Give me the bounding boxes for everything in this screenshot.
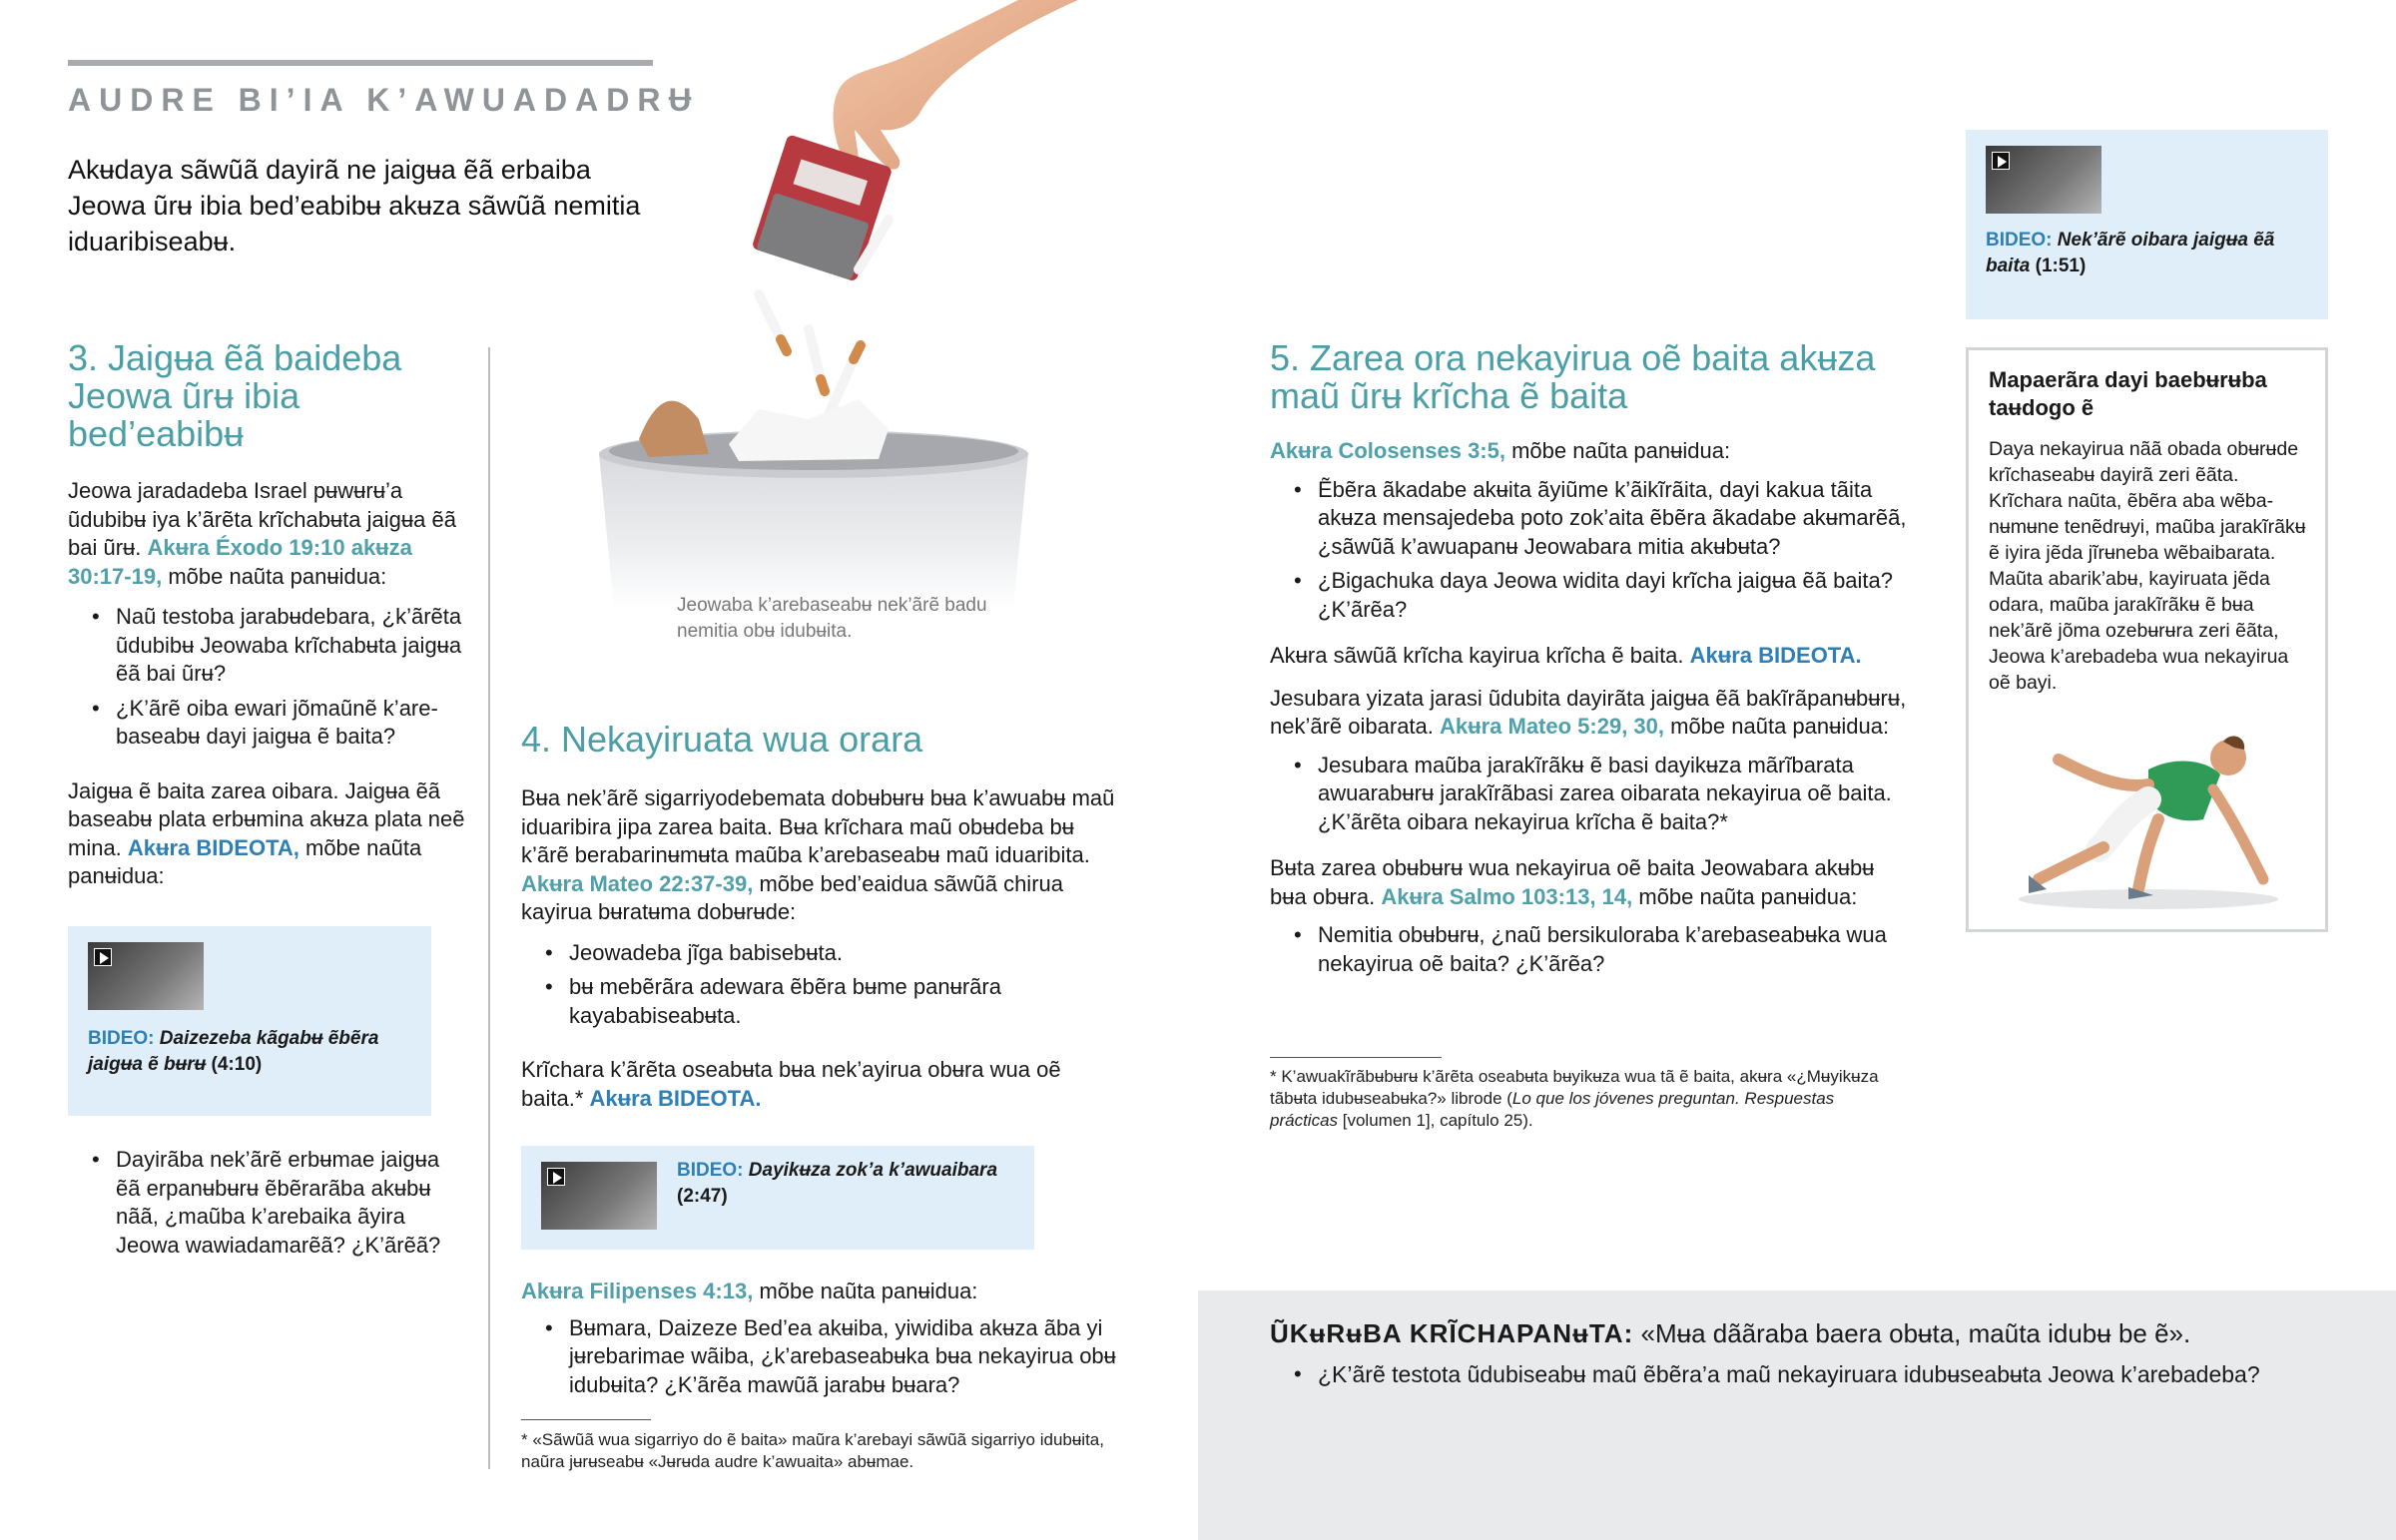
- play-icon: [1992, 152, 2010, 170]
- section-3-title: 3. Jaigʉa ẽã baideba Jeowa ũrʉ ibia bed’eabibʉ: [68, 337, 402, 454]
- section-4: [521, 721, 1122, 1113]
- scripture-link[interactable]: Akʉra Salmo 103:13, 14,: [1381, 883, 1633, 909]
- column-divider: [488, 347, 490, 1469]
- section-4-questions: [521, 939, 1122, 1031]
- section-5-questions-3: [1270, 921, 1909, 978]
- list-item: • ¿Bigachuka daya Jeowa widita dayi krĩcha jaigʉa ẽã baita? ¿K’ãrẽa?: [1270, 567, 1909, 624]
- list-item: • ¿K’ãrẽ oiba ewari jõmaũnẽ k’arebaseabʉ dayi jaigʉa ẽ baita?: [68, 695, 467, 752]
- section-4-part-2: [521, 1278, 1122, 1405]
- section-3: [68, 339, 467, 891]
- list-item: • Bʉmara, Daizeze Bed’ea akʉiba, yiwidiba akʉza ãba yi jʉrebarimae wãiba, ¿k’arebaseabʉka bʉa nekayirua obʉ idubʉita? ¿K’ãrẽa mawũã jarabʉ bʉara?: [521, 1314, 1122, 1400]
- scripture-link[interactable]: Akʉra Colosenses 3:5,: [1270, 438, 1505, 463]
- list-item: • bʉ mebẽrãra adewara ẽbẽra bʉme panʉrãra kayababiseabʉta.: [521, 973, 1122, 1030]
- scripture-link[interactable]: Akʉra Mateo 5:29, 30,: [1440, 714, 1664, 739]
- section-5: [1270, 339, 1909, 984]
- section-3-questions-2: [68, 1146, 467, 1266]
- list-item: • Jeowadeba jĩga babisebʉta.: [521, 939, 1122, 968]
- cigarette-pack: [752, 134, 894, 281]
- section-4-questions-2: [521, 1314, 1122, 1400]
- video-link[interactable]: Akʉra BIDEOTA.: [1689, 643, 1862, 668]
- sidebar-text: Daya nekayirua nãã obada obʉrʉde krĩchaseabʉ dayirã zeri ẽãta. Krĩchara naũta, ẽbẽra aba wẽbanʉmʉne tenẽdrʉyi, maũba jarakĩrãkʉ ẽ iyira jẽda jĩrʉneba wẽbaibarata. Maũta abarik’abʉ, kayiruata jẽda odara, maũba jarakĩrãkʉ ẽ bʉa nek’ãrẽ jõma ozebʉrʉra zeri ẽãta, Jeowa k’arebadeba wua nekayirua oẽ bayi.: [1989, 438, 2306, 694]
- section-5-paragraph-3: Jesubara yizata jarasi ũdubita dayirãta jaigʉa ẽã bakĩrãpanʉbʉrʉ, nek’ãrẽ oibarata. Akʉra Mateo 5:29, 30, mõbe naũta panʉidua:: [1270, 685, 1907, 739]
- video-caption: BIDEO: Nek’ãrẽ oibara jaigʉa ẽã baita (1:51): [1986, 230, 2275, 276]
- video-link[interactable]: Akʉra BIDEOTA,: [127, 834, 300, 860]
- section-3-paragraph-2: Jaigʉa ẽ baita zarea oibara. Jaigʉa ẽã baseabʉ plata erbʉmina akʉza plata neẽ mina. Akʉra BIDEOTA, mõbe naũta panʉidua:: [68, 777, 465, 888]
- play-icon: [547, 1168, 565, 1186]
- list-item: • ¿K’ãrẽ testota ũdubiseabʉ maũ ẽbẽra’a maũ nekayiruara idubʉseabʉta Jeowa k’arebadeba?: [1270, 1360, 2368, 1389]
- section-kicker: AUDRE BI’IA K’AWUADADRɄ: [68, 82, 700, 118]
- review-heading: [1270, 1316, 2368, 1350]
- video-card-2[interactable]: [521, 1146, 1034, 1250]
- list-item: • Ẽbẽra ãkadabe akʉita ãyiũme k’ãikĩrãita, dayi kakua tãita akʉza mensajedeba poto zok’aita ẽbẽra ãkadabe akʉmarẽã, ¿sãwũã k’awuapanʉ Jeowabara mitia akʉbʉta?: [1270, 476, 1909, 562]
- review-questions: [1270, 1360, 2368, 1395]
- list-item: • Nemitia obʉbʉrʉ, ¿naũ bersikuloraba k’arebaseabʉka wua nekayirua oẽ baita? ¿K’ãrẽa?: [1270, 921, 1909, 978]
- section-5-paragraph-2: Akʉra sãwũã krĩcha kayirua krĩcha ẽ baita. Akʉra BIDEOTA.: [1270, 643, 1862, 668]
- cigarettes-bin-illustration: [559, 0, 1118, 609]
- video-caption: BIDEO: Daizezeba kãgabʉ ẽbẽra jaigʉa ẽ bʉrʉ (4:10): [88, 1028, 379, 1075]
- section-4-title: 4. Nekayiruata wua orara: [521, 719, 923, 760]
- video-thumbnail[interactable]: [541, 1162, 657, 1230]
- sidebar-box: [1966, 347, 2328, 932]
- video-title: Nek’ãrẽ oibara jaigʉa ẽã baita: [1986, 230, 2275, 276]
- intro-text: Akʉdaya sãwũã dayirã ne jaigʉa ẽã erbaiba Jeowa ũrʉ ibia bed’eabibʉ akʉza sãwũã nemitia iduaribiseabʉ.: [68, 155, 641, 257]
- section-5-paragraph-4: Bʉta zarea obʉbʉrʉ wua nekayirua oẽ baita Jeowabara akʉbʉ bʉa obʉra. Akʉra Salmo 103:13, 14, mõbe naũta panʉidua:: [1270, 855, 1875, 909]
- section-4-paragraph-1: Bʉa nek’ãrẽ sigarriyodebemata dobʉbʉrʉ bʉa k’awuabʉ maũ iduaribira jipa zarea baita. Bʉa krĩchara maũ obʉdeba bʉ k’ãrẽ berabarinʉmʉta maũba k’arebaseabʉ maũ iduaribita. Akʉra Mateo 22:37-39, mõbe bed’eaidua sãwũã chirua kayirua bʉratʉma dobʉrʉde:: [521, 785, 1115, 924]
- video-thumbnail[interactable]: [88, 942, 204, 1010]
- video-duration: (2:47): [677, 1186, 728, 1207]
- video-title: Dayikʉza zok’a k’awuaibara: [748, 1160, 998, 1181]
- footnote-rule: [1270, 1057, 1442, 1058]
- illustration-caption: Jeowaba k’arebaseabʉ nek’ãrẽ badu nemitia obʉ idubʉita.: [677, 595, 987, 642]
- scripture-link[interactable]: Akʉra Filipenses 4:13,: [521, 1279, 754, 1303]
- section-5-paragraph-1: Akʉra Colosenses 3:5, mõbe naũta panʉidua:: [1270, 438, 1731, 463]
- section-5-questions-2: [1270, 752, 1909, 837]
- section-3-paragraph-1: Jeowa jaradadeba Israel pʉwʉrʉ’a ũdubibʉ iya k’ãrẽta krĩchabʉta jaigʉa ẽã bai ũrʉ. Akʉra Éxodo 19:10 akʉza 30:17-19, mõbe naũta panʉidua:: [68, 478, 456, 589]
- review-section: [1198, 1290, 2396, 1540]
- section-4-paragraph-3: Akʉra Filipenses 4:13, mõbe naũta panʉidua:: [521, 1279, 978, 1303]
- section-5-questions: [1270, 476, 1909, 625]
- section-5-title: 5. Zarea ora nekayirua oẽ baita akʉza maũ ũrʉ krĩcha ẽ baita: [1270, 337, 1876, 416]
- footnote: * K’awuakĩrãbʉbʉrʉ k’ãrẽta oseabʉta bʉyikʉza wua tã ẽ baita, akʉra «¿Mʉyikʉza tãbʉta idubʉseabʉka?» librode (Lo que los jóvenes preguntan. Respuestas prácticas [volumen 1], capítulo 25).: [1270, 1067, 1879, 1130]
- list-item: • Dayirãba nek’ãrẽ erbʉmae jaigʉa ẽã erpanʉbʉrʉ ẽbẽrarãba akʉbʉ nãã, ¿maũba k’arebaika ãyira Jeowa wawiadamarẽã? ¿K’ãrẽã?: [68, 1146, 467, 1260]
- list-item: • Naũ testoba jarabʉdebara, ¿k’ãrẽta ũdubibʉ Jeowaba krĩchabʉta jaigʉa ẽã bai ũrʉ?: [68, 603, 467, 689]
- sidebar-title: Mapaerãra dayi baebʉrʉba taʉdogo ẽ: [1989, 367, 2267, 420]
- sidebar-video-card[interactable]: [1966, 130, 2328, 319]
- scripture-link[interactable]: Akʉra Éxodo 19:10 akʉza 30:17-19,: [68, 535, 412, 589]
- video-duration: (1:51): [2035, 256, 2087, 276]
- section-4-paragraph-2: Krĩchara k’ãrẽta oseabʉta bʉa nek’ayirua obʉra wua oẽ baita.* Akʉra BIDEOTA.: [521, 1057, 1061, 1111]
- section-3-questions: [68, 603, 467, 752]
- review-quote: «Mʉa dããraba baera obʉta, maũta idubʉ be ẽ».: [1640, 1318, 2191, 1348]
- video-thumbnail[interactable]: [1986, 146, 2101, 214]
- runner-illustration: [1999, 730, 2298, 914]
- scripture-link[interactable]: Akʉra Mateo 22:37-39,: [521, 870, 754, 896]
- play-icon: [94, 948, 112, 966]
- video-caption: BIDEO: Dayikʉza zok’a k’awuaibara (2:47): [677, 1160, 998, 1207]
- video-duration: (4:10): [211, 1054, 263, 1075]
- footnote-rule: [521, 1419, 651, 1420]
- list-item: • Jesubara maũba jarakĩrãkʉ ẽ basi dayikʉza mãrĩbarata awuarabʉrʉ jarakĩrãbasi zarea oibarata nekayirua oẽ baita. ¿K’ãrẽta oibara nekayirua krĩcha ẽ baita?*: [1270, 752, 1909, 837]
- video-card-1[interactable]: [68, 926, 431, 1116]
- video-title: Daizezeba kãgabʉ ẽbẽra jaigʉa ẽ bʉrʉ: [88, 1028, 379, 1075]
- review-title: ŨKʉRʉBA KRĨCHAPANʉTA:: [1270, 1318, 1634, 1348]
- video-link[interactable]: Akʉra BIDEOTA.: [589, 1085, 762, 1111]
- footnote: * «Sãwũã wua sigarriyo do ẽ baita» maũra k’arebayi sãwũã sigarriyo idubʉita, naũra jʉrʉseabʉ «Jʉrʉda audre k’awuaita» abʉmae.: [521, 1430, 1104, 1471]
